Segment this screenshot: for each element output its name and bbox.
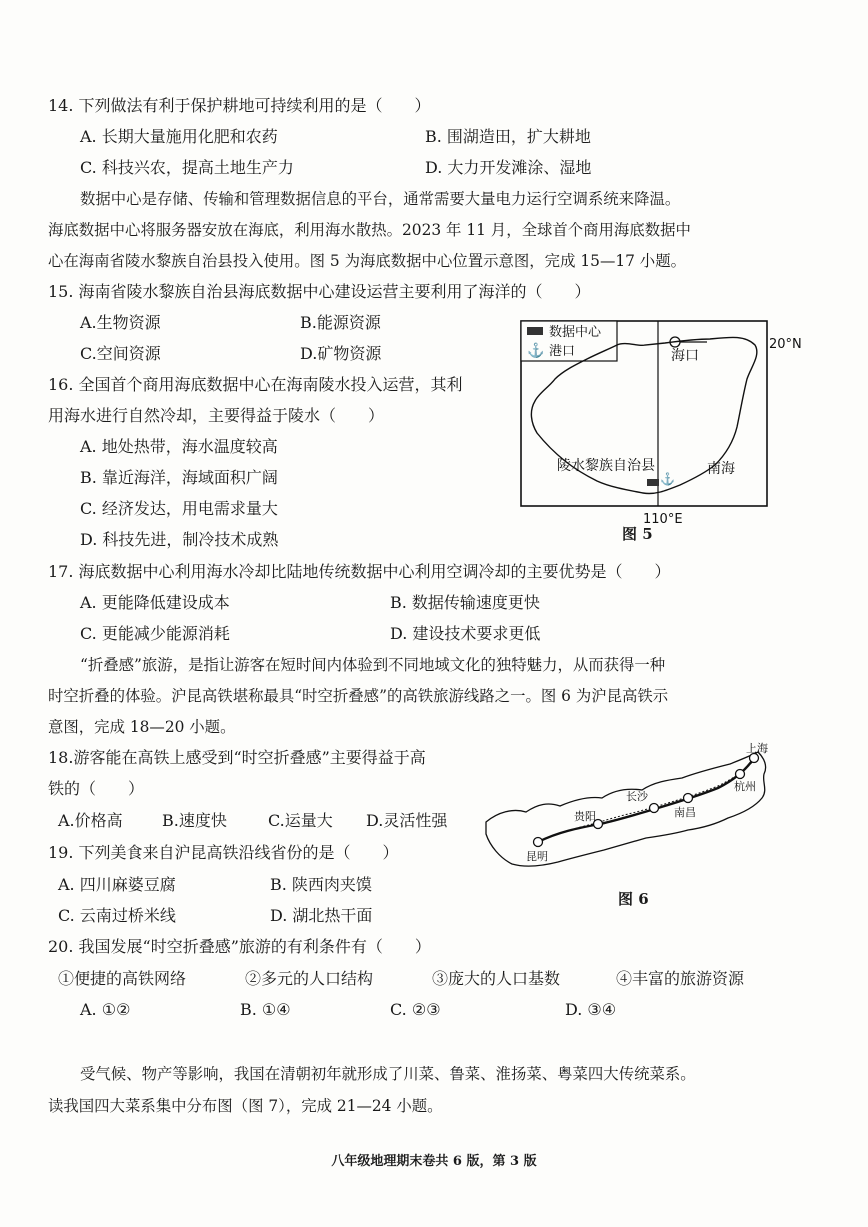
q18-option-a: A.价格高 (58, 811, 123, 830)
q16-option-b: B. 靠近海洋，海域面积广阔 (80, 468, 278, 487)
q19-option-b: B. 陕西肉夹馍 (270, 875, 372, 894)
city-label-guiyang: 贵阳 (574, 810, 596, 823)
q16-stem-line-1: 16. 全国首个商用海底数据中心在海南陵水投入运营，其利 (48, 375, 463, 394)
station-nanchang (684, 794, 693, 803)
q18-stem-line-2: 铁的（ ） (48, 779, 145, 798)
q14-stem: 14. 下列做法有利于保护耕地可持续利用的是（ ） (48, 96, 431, 115)
q16-option-c: C. 经济发达，用电需求量大 (80, 499, 278, 518)
q20-item-3: ③庞大的人口基数 (432, 969, 561, 988)
figure-6-caption: 图 6 (618, 890, 649, 908)
passage2-line-2: 时空折叠的体验。沪昆高铁堪称最具“时空折叠感”的高铁旅游线路之一。图 6 为沪昆高铁示 (48, 687, 669, 705)
south-china-sea-label: 南海 (707, 461, 735, 477)
anchor-icon: ⚓ (527, 343, 545, 359)
q15-stem: 15. 海南省陵水黎族自治县海底数据中心建设运营主要利用了海洋的（ ） (48, 282, 591, 301)
city-label-changsha: 长沙 (626, 790, 648, 803)
q18-option-b: B.速度快 (162, 811, 227, 830)
q14-option-c: C. 科技兴农，提高土地生产力 (80, 158, 294, 177)
legend-data-center-symbol (527, 327, 543, 335)
q18-option-c: C.运量大 (268, 811, 333, 830)
legend-port-label: 港口 (549, 344, 576, 359)
q15-option-a: A.生物资源 (80, 313, 161, 332)
passage2-line-1: “折叠感”旅游，是指让游客在短时间内体验到不同地域文化的独特魅力，从而获得一种 (80, 656, 666, 674)
city-label-kunming: 昆明 (526, 850, 548, 863)
figure-5-hainan-map (515, 315, 815, 530)
lingshui-label: 陵水黎族自治县 (557, 458, 655, 474)
q18-option-d: D.灵活性强 (366, 811, 448, 830)
q17-option-a: A. 更能降低建设成本 (80, 593, 230, 612)
lingshui-port-anchor-icon: ⚓ (660, 472, 675, 486)
q20-option-b: B. ①④ (240, 1000, 291, 1019)
longitude-label: 110°E (643, 512, 683, 527)
city-label-shanghai: 上海 (746, 742, 768, 755)
latitude-label: 20°N (769, 337, 802, 352)
q19-option-d: D. 湖北热干面 (270, 906, 373, 925)
passage2-line-3: 意图，完成 18—20 小题。 (48, 718, 236, 736)
q16-option-d: D. 科技先进，制冷技术成熟 (80, 530, 279, 549)
figure-5-caption: 图 5 (622, 525, 653, 543)
figure-6-railway-map (478, 742, 778, 882)
q20-item-4: ④丰富的旅游资源 (616, 969, 745, 988)
passage1-line-3: 心在海南省陵水黎族自治县投入使用。图 5 为海底数据中心位置示意图，完成 15—17 小题。 (48, 252, 686, 270)
station-changsha (650, 804, 659, 813)
passage1-line-1: 数据中心是存储、传输和管理数据信息的平台，通常需要大量电力运行空调系统来降温。 (80, 190, 681, 208)
q19-option-a: A. 四川麻婆豆腐 (58, 875, 176, 894)
q17-option-b: B. 数据传输速度更快 (390, 593, 540, 612)
station-kunming (534, 838, 543, 847)
q17-stem: 17. 海底数据中心利用海水冷却比陆地传统数据中心利用空调冷却的主要优势是（ ） (48, 562, 671, 581)
undersea-data-center-symbol (647, 479, 659, 486)
q15-option-b: B.能源资源 (300, 313, 381, 332)
q16-option-a: A. 地处热带，海水温度较高 (80, 437, 278, 456)
city-label-nanchang: 南昌 (674, 806, 696, 819)
q15-option-c: C.空间资源 (80, 344, 161, 363)
q20-option-a: A. ①② (80, 1000, 131, 1019)
haikou-label: 海口 (671, 348, 699, 364)
passage3-line-2: 读我国四大菜系集中分布图（图 7），完成 21—24 小题。 (48, 1097, 443, 1115)
station-hangzhou (736, 770, 745, 779)
q17-option-c: C. 更能减少能源消耗 (80, 624, 230, 643)
q20-item-2: ②多元的人口结构 (245, 969, 374, 988)
q20-stem: 20. 我国发展“时空折叠感”旅游的有利条件有（ ） (48, 937, 431, 956)
q17-option-d: D. 建设技术要求更低 (390, 624, 541, 643)
q20-option-d: D. ③④ (565, 1000, 617, 1019)
q15-option-d: D.矿物资源 (300, 344, 382, 363)
q20-item-1: ①便捷的高铁网络 (58, 969, 187, 988)
legend-data-center-label: 数据中心 (549, 325, 602, 340)
q18-stem-line-1: 18.游客能在高铁上感受到“时空折叠感”主要得益于高 (48, 748, 426, 767)
page-footer: 八年级地理期末卷共 6 版，第 3 版 (331, 1154, 537, 1169)
city-label-hangzhou: 杭州 (734, 780, 756, 793)
q19-stem: 19. 下列美食来自沪昆高铁沿线省份的是（ ） (48, 843, 399, 862)
passage1-line-2: 海底数据中心将服务器安放在海底，利用海水散热。2023 年 11 月，全球首个商用海底数据中 (48, 221, 691, 239)
q19-option-c: C. 云南过桥米线 (58, 906, 176, 925)
q20-option-c: C. ②③ (390, 1000, 441, 1019)
q16-stem-line-2: 用海水进行自然冷却，主要得益于陵水（ ） (48, 406, 385, 425)
passage3-line-1: 受气候、物产等影响，我国在清朝初年就形成了川菜、鲁菜、淮扬菜、粤菜四大传统菜系。 (80, 1065, 696, 1083)
q14-option-b: B. 围湖造田，扩大耕地 (425, 127, 591, 146)
q14-option-d: D. 大力开发滩涂、湿地 (425, 158, 592, 177)
q14-option-a: A. 长期大量施用化肥和农药 (80, 127, 278, 146)
